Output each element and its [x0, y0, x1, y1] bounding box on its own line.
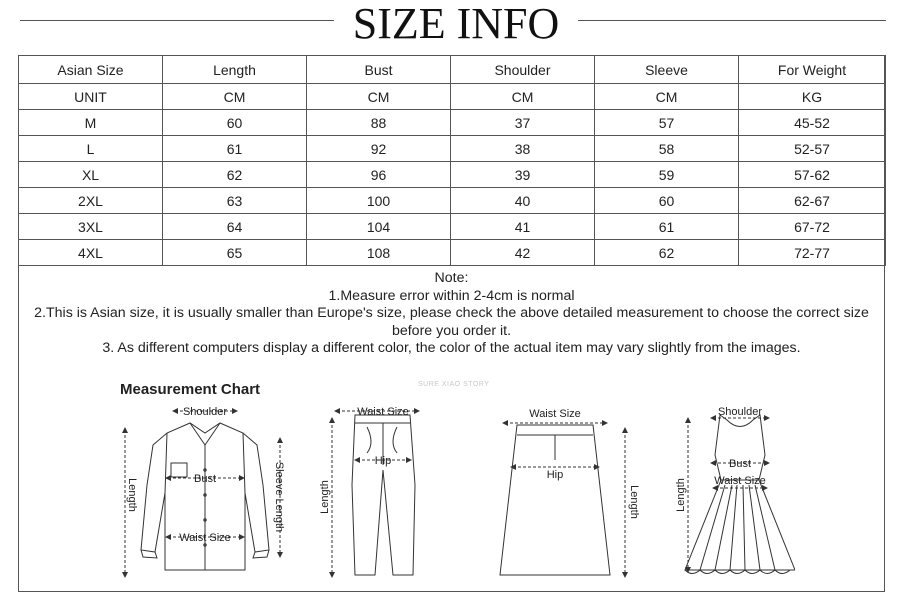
title-divider-right	[578, 20, 886, 21]
table-cell: Shoulder	[451, 56, 595, 84]
table-cell: 65	[163, 240, 307, 266]
table-cell: 60	[163, 110, 307, 136]
table-cell: 61	[163, 136, 307, 162]
table-cell: CM	[451, 84, 595, 110]
pants-waist-label: Waist Size	[357, 406, 409, 418]
measurement-chart-title: Measurement Chart	[120, 381, 261, 398]
skirt-waist-label: Waist Size	[529, 408, 581, 420]
table-cell: Asian Size	[19, 56, 163, 84]
notes-block	[18, 270, 885, 358]
table-cell: 60	[595, 188, 739, 214]
table-cell: 42	[451, 240, 595, 266]
table-cell: 58	[595, 136, 739, 162]
table-row	[19, 136, 886, 162]
watermark: SURE XIAO STORY	[418, 381, 490, 388]
table-cell: 62	[595, 240, 739, 266]
dress-waist-label: Waist Size	[714, 475, 766, 487]
table-cell: 64	[163, 214, 307, 240]
table-cell: CM	[307, 84, 451, 110]
table-cell: Sleeve	[595, 56, 739, 84]
table-cell: 100	[307, 188, 451, 214]
table-cell: 38	[451, 136, 595, 162]
skirt-hip-label: Hip	[546, 469, 564, 481]
table-cell: 45-52	[739, 110, 886, 136]
notes-heading: Note:	[434, 270, 469, 286]
dress-illustration	[685, 415, 795, 574]
shirt-waist-label: Waist Size	[179, 532, 231, 544]
table-cell: 40	[451, 188, 595, 214]
table-cell: 61	[595, 214, 739, 240]
table-cell: 108	[307, 240, 451, 266]
note-line-1: 1.Measure error within 2-4cm is normal	[328, 287, 575, 304]
note-line-3: 3. As different computers display a different color, the color of the actual item may vary slightly from the images.	[102, 340, 801, 356]
table-cell: 57-62	[739, 162, 886, 188]
table-cell: L	[19, 136, 163, 162]
table-cell: CM	[163, 84, 307, 110]
table-cell: 2XL	[19, 188, 163, 214]
table-cell: 59	[595, 162, 739, 188]
table-row	[19, 110, 886, 136]
dress-shoulder-label: Shoulder	[717, 406, 763, 418]
table-cell: 67-72	[739, 214, 886, 240]
table-cell: 62-67	[739, 188, 886, 214]
dress-bust-label: Bust	[728, 458, 752, 470]
table-cell: 3XL	[19, 214, 163, 240]
table-cell: 41	[451, 214, 595, 240]
table-cell: KG	[739, 84, 886, 110]
dress-length-label: Length	[675, 478, 687, 512]
table-cell: Length	[163, 56, 307, 84]
skirt-length-label: Length	[628, 485, 640, 519]
shirt-bust-label: Bust	[193, 473, 217, 485]
table-row	[19, 240, 886, 266]
note-line-2: 2.This is Asian size, it is usually smaller than Europe's size, please check the above detailed measurement to choose the correct size before you order it.	[34, 305, 869, 339]
table-cell: 92	[307, 136, 451, 162]
table-cell: CM	[595, 84, 739, 110]
page-title: SIZE INFO	[352, 0, 560, 48]
title-divider-left	[20, 20, 334, 21]
pants-hip-label: Hip	[374, 455, 392, 467]
table-cell: 88	[307, 110, 451, 136]
table-cell: M	[19, 110, 163, 136]
shirt-shoulder-label: Shoulder	[182, 406, 228, 418]
table-cell: 37	[451, 110, 595, 136]
table-row	[19, 188, 886, 214]
table-row	[19, 214, 886, 240]
table-cell: 57	[595, 110, 739, 136]
table-cell: 63	[163, 188, 307, 214]
table-cell: 39	[451, 162, 595, 188]
table-row	[19, 162, 886, 188]
size-table	[18, 55, 886, 266]
measurement-chart	[105, 375, 795, 590]
shirt-illustration	[125, 411, 280, 575]
table-cell: Bust	[307, 56, 451, 84]
table-cell: 4XL	[19, 240, 163, 266]
shirt-sleeve-label: Sleeve Length	[273, 461, 285, 533]
table-units-row	[19, 84, 886, 110]
title-bar	[0, 0, 901, 48]
table-cell: For Weight	[739, 56, 886, 84]
table-header-row	[19, 56, 886, 84]
table-cell: XL	[19, 162, 163, 188]
table-cell: 72-77	[739, 240, 886, 266]
pants-length-label: Length	[319, 480, 331, 514]
pants-illustration	[332, 411, 417, 575]
table-cell: 104	[307, 214, 451, 240]
table-cell: 96	[307, 162, 451, 188]
table-cell: 52-57	[739, 136, 886, 162]
skirt-illustration	[500, 423, 625, 575]
table-cell: UNIT	[19, 84, 163, 110]
table-cell: 62	[163, 162, 307, 188]
shirt-length-label: Length	[126, 478, 138, 512]
